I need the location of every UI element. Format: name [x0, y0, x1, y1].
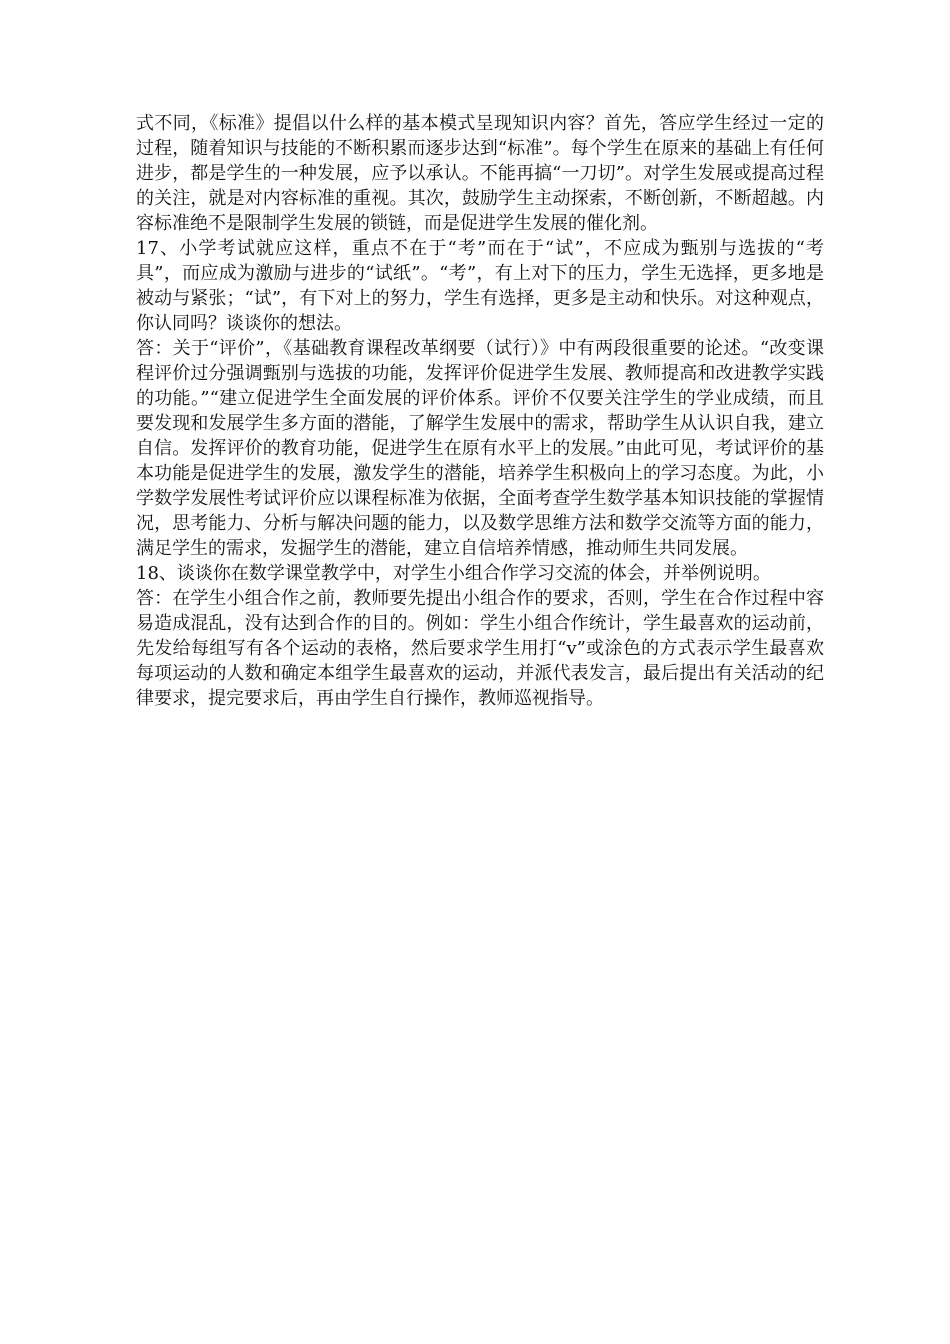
answer-18: 答：在学生小组合作之前，教师要先提出小组合作的要求，否则，学生在合作过程中容易造成混乱，没有达到合作的目的。例如：学生小组合作统计，学生最喜欢的运动前，先发给每组写有各个运动的表格，然后要求学生用打“v”或涂色的方式表示学生最喜欢每项运动的人数和确定本组学生最喜欢的运动，并派代表发言，最后提出有关活动的纪律要求，提完要求后，再由学生自行操作，教师巡视指导。: [136, 588, 824, 709]
answer-17: 答：关于“评价”，《基础教育课程改革纲要（试行）》中有两段很重要的论述。“改变课程评价过分强调甄别与选拔的功能，发挥评价促进学生发展、教师提高和改进教学实践的功能。”“建立促进学生全面发展的评价体系。评价不仅要关注学生的学业成绩，而且要发现和发展学生多方面的潜能，了解学生发展中的需求，帮助学生从认识自我，建立自信。发挥评价的教育功能，促进学生在原有水平上的发展。”由此可见，考试评价的基本功能是促进学生的发展，激发学生的潜能，培养学生积极向上的学习态度。为此，小学数学发展性考试评价应以课程标准为依据，全面考查学生数学基本知识技能的掌握情况，思考能力、分析与解决问题的能力，以及数学思维方法和数学交流等方面的能力，满足学生的需求，发掘学生的潜能，建立自信培养情感，推动师生共同发展。: [136, 338, 824, 559]
question-18: 18、谈谈你在数学课堂教学中，对学生小组合作学习交流的体会，并举例说明。: [136, 563, 771, 584]
question-17: 17、小学考试就应这样，重点不在于“考”而在于“试”，不应成为甄别与选拔的“考具”，而应成为激励与进步的“试纸”。“考”，有上对下的压力，学生无选择，更多地是被动与紧张；“试”，有下对上的努力，学生有选择，更多是主动和快乐。对这种观点，你认同吗？谈谈你的想法。: [136, 238, 824, 334]
document-page: [136, 111, 824, 711]
paragraph-standard-continuation: 式不同，《标准》提倡以什么样的基本模式呈现知识内容？首先，答应学生经过一定的过程，随着知识与技能的不断积累而逐步达到“标准”。每个学生在原来的基础上有任何进步，都是学生的一种发展，应予以承认。不能再搞“一刀切”。对学生发展或提高过程的关注，就是对内容标准的重视。其次，鼓励学生主动探索，不断创新，不断超越。内容标准绝不是限制学生发展的锁链，而是促进学生发展的催化剂。: [136, 113, 824, 234]
